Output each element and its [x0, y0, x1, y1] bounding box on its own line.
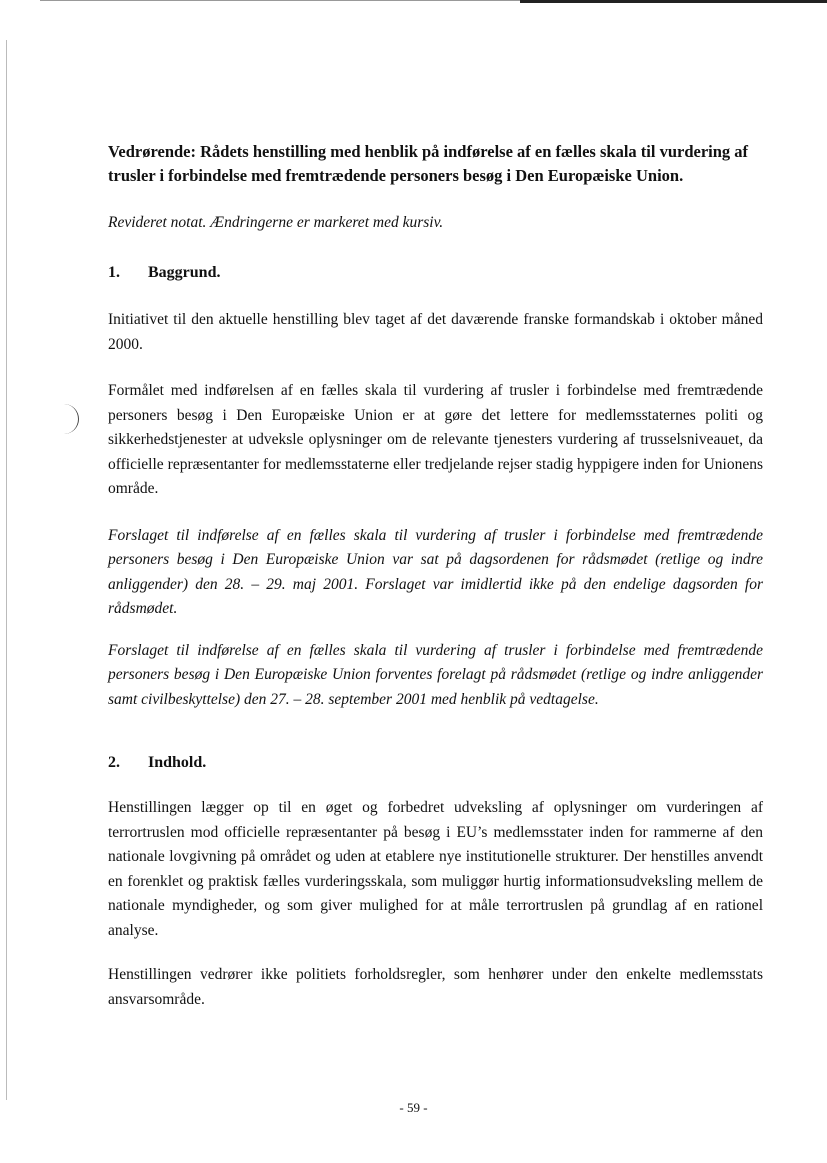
paragraph-italic: Forslaget til indførelse af en fælles skala til vurdering af trusler i forbindelse med fremtrædende personers besøg i Den Europæiske Union var sat på dagsordenen for rådsmødet (retlige og indre anliggender) den 28. – 29. maj 2001. Forslaget var imidlertid ikke på den endelige dagsorden for rådsmødet. [108, 526, 763, 617]
paragraph: Henstillingen lægger op til en øget og forbedret udveksling af oplysninger om vurderingen af terrortruslen mod officielle repræsentanter på besøg i EU’s medlemsstater inden for rammerne af den nationale lovgivning på området og uden at etablere nye institutionelle strukturer. Der henstilles anvendt en forenklet og praktisk fælles vurderingsskala, som muliggør hurtig informationsudveksling mellem de nationale myndigheder, og som giver mulighed for at måle terrortruslen på grundlag af en rationel analyse. [108, 799, 763, 939]
section-heading-baggrund [108, 262, 763, 284]
punch-hole-mark [60, 404, 79, 434]
revised-note: Revideret notat. Ændringerne er markeret med kursiv. [108, 214, 444, 231]
paragraph: Henstillingen vedrører ikke politiets forholdsregler, som henhører under den enkelte medlemsstats ansvarsområde. [108, 966, 763, 1008]
scan-edge-top [520, 0, 827, 3]
scan-edge-left [6, 40, 7, 1100]
page-number: - 59 - [399, 1100, 428, 1115]
section-number: 2. [108, 754, 120, 771]
section-number: 1. [108, 264, 120, 281]
paragraph: Initiativet til den aktuelle henstilling blev taget af det daværende franske formandskab i oktober måned 2000. [108, 311, 763, 353]
document-body [108, 140, 763, 1012]
paragraph: Formålet med indførelsen af en fælles skala til vurdering af trusler i forbindelse med fremtrædende personers besøg i Den Europæiske Union er at gøre det lettere for medlemsstaternes politi og sikkerhedstjenester at udveksle oplysninger om de relevante tjenesters vurdering af trusselsniveauet, da officielle repræsentanter for medlemsstaterne eller tredjelande rejser stadig hyppigere inden for Unionens område. [108, 382, 763, 497]
section-title: Baggrund. [148, 264, 221, 281]
scan-edge-top-thin [40, 0, 520, 1]
section-heading-indhold [108, 752, 763, 774]
paragraph-italic: Forslaget til indførelse af en fælles skala til vurdering af trusler i forbindelse med fremtrædende personers besøg i Den Europæiske Union forventes forelagt på rådsmødet (retlige og indre anliggender samt civilbeskyttelse) den 27. – 28. september 2001 med henblik på vedtagelse. [108, 641, 763, 708]
section-title: Indhold. [148, 754, 207, 771]
document-title: Vedrørende: Rådets henstilling med henblik på indførelse af en fælles skala til vurdering af trusler i forbindelse med fremtrædende personers besøg i Den Europæiske Union. [108, 142, 749, 185]
